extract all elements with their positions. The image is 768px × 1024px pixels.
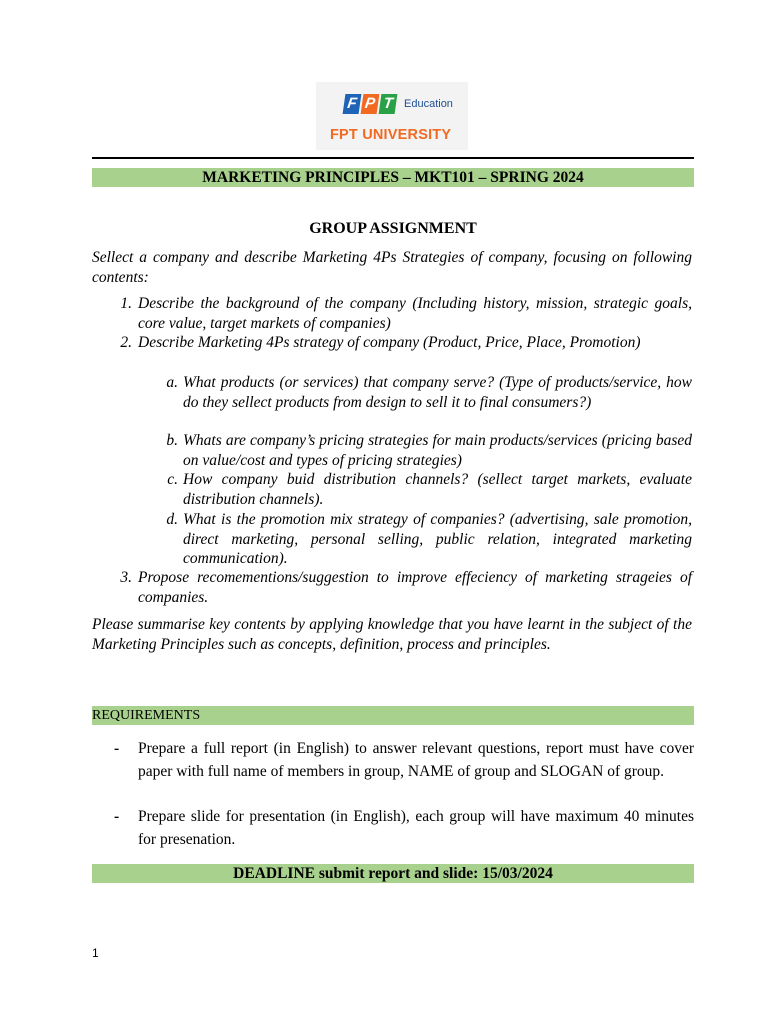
subitem-marker: d.	[166, 511, 178, 528]
logo-university-text: FPT UNIVERSITY	[330, 127, 452, 143]
logo-letter-p: P	[361, 94, 380, 114]
list-subitem: How company buid distribution channels? (sellect target markets, evaluate distribution channels).	[183, 471, 692, 508]
requirement-bullet: -	[114, 740, 120, 757]
list-item: Describe the background of the company (Including history, mission, strategic goals, core value, target markets of companies)	[138, 295, 692, 332]
course-title-band: MARKETING PRINCIPLES – MKT101 – SPRING 2024	[92, 168, 694, 187]
subitem-marker: a.	[166, 374, 178, 391]
list-item: Describe Marketing 4Ps strategy of company (Product, Price, Place, Promotion)	[138, 334, 641, 351]
requirements-band: REQUIREMENTS	[92, 706, 694, 725]
logo-education-text: Education	[404, 98, 453, 110]
requirement-item: Prepare a full report (in English) to answer relevant questions, report must have cover paper with full name of members in group, NAME of group and SLOGAN of group.	[138, 740, 694, 780]
assignment-heading: GROUP ASSIGNMENT	[309, 220, 477, 237]
header-divider	[92, 157, 694, 159]
item-marker: 2.	[120, 334, 132, 351]
intro-paragraph: Sellect a company and describe Marketing 4Ps Strategies of company, focusing on following contents:	[92, 249, 692, 286]
fpt-wordmark	[344, 94, 453, 114]
fpt-education-logo	[316, 82, 468, 150]
summary-paragraph: Please summarise key contents by applying knowledge that you have learnt in the subject of the Marketing Principles such as concepts, definition, process and principles.	[92, 616, 692, 653]
requirement-item: Prepare slide for presentation (in English), each group will have maximum 40 minutes for presenation.	[138, 808, 694, 848]
page-number: 1	[92, 946, 99, 960]
logo-letter-f: F	[343, 94, 362, 114]
item-marker: 3.	[120, 569, 132, 586]
logo-letter-t: T	[379, 94, 398, 114]
list-subitem: What products (or services) that company serve? (Type of products/service, how do they sellect products from design to sell it to final consumers?)	[183, 374, 692, 411]
requirement-bullet: -	[114, 808, 120, 825]
list-subitem: Whats are company’s pricing strategies for main products/services (pricing based on value/cost and types of pricing strategies)	[183, 432, 692, 469]
subitem-marker: c.	[167, 471, 178, 488]
item-marker: 1.	[120, 295, 132, 312]
list-item: Propose recomementions/suggestion to improve effeciency of marketing strageies of companies.	[138, 569, 692, 606]
list-subitem: What is the promotion mix strategy of companies? (advertising, sale promotion, direct marketing, personal selling, public relation, integrated marketing communication).	[183, 511, 692, 568]
subitem-marker: b.	[166, 432, 178, 449]
deadline-band: DEADLINE submit report and slide: 15/03/2024	[92, 864, 694, 883]
